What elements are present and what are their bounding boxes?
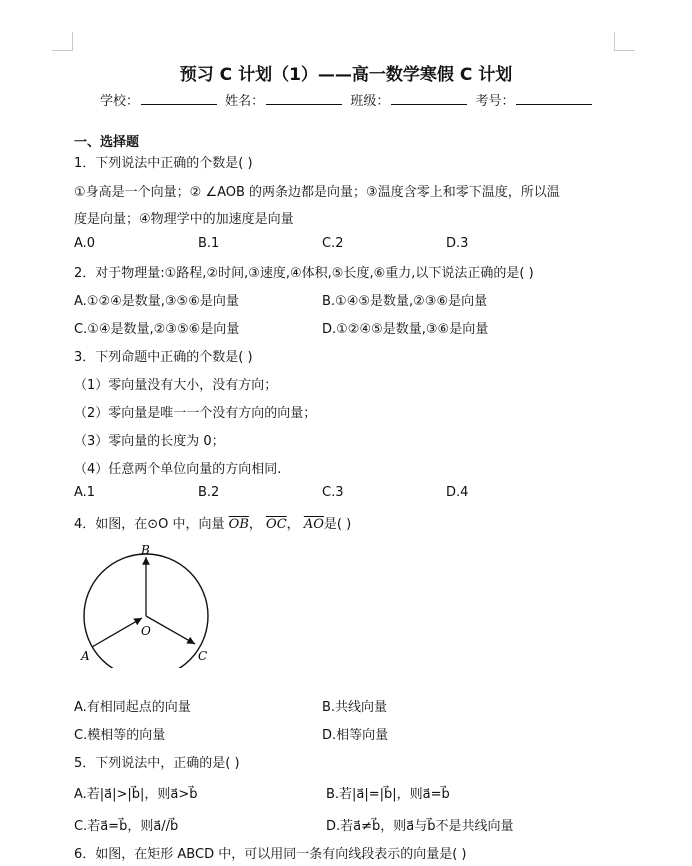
question-4-option-c[interactable]: C.模相等的向量 (74, 728, 166, 743)
question-3-option-d[interactable]: D.4 (446, 485, 469, 500)
question-5-option-b[interactable]: B.若|a⃗|=|b⃗|，则a⃗=b⃗ (326, 787, 450, 802)
point-label-o: O (141, 624, 151, 638)
question-1-option-c[interactable]: C.2 (322, 236, 344, 251)
vector-ob: $\overline{OB}$ (228, 517, 249, 532)
question-4-stem-prefix: 4．如图，在⊙O 中，向量 (74, 517, 225, 532)
question-6-stem: 6．如图，在矩形 ABCD 中，可以用同一条有向线段表示的向量是( ) (74, 847, 467, 862)
question-2-stem: 2．对于物理量:①路程,②时间,③速度,④体积,⑤长度,⑥重力,以下说法正确的是( ) (74, 266, 534, 281)
page-corner-mark (614, 32, 635, 51)
question-3-option-a[interactable]: A.1 (74, 485, 96, 500)
info-label-school: 学校： (100, 94, 140, 109)
page-corner-mark (52, 32, 73, 51)
separator: ， (248, 517, 262, 532)
question-3-option-b[interactable]: B.2 (198, 485, 220, 500)
arrow-oc (146, 616, 195, 644)
question-2-option-d[interactable]: D.①②④⑤是数量,③⑥是向量 (322, 322, 489, 337)
exam-number-blank[interactable] (516, 92, 592, 105)
question-1-option-a[interactable]: A.0 (74, 236, 96, 251)
question-4-stem-suffix: 是( ) (323, 517, 352, 532)
point-label-b: B (141, 543, 150, 557)
question-3-stem: 3．下列命题中正确的个数是( ) (74, 350, 253, 365)
question-2-option-a[interactable]: A.①②④是数量,③⑤⑥是向量 (74, 294, 239, 309)
question-4-option-d[interactable]: D.相等向量 (322, 728, 389, 743)
question-5-option-c[interactable]: C.若a⃗=b⃗，则a⃗//b⃗ (74, 819, 179, 834)
question-4-option-a[interactable]: A.有相同起点的向量 (74, 700, 191, 715)
point-label-c: C (198, 649, 208, 663)
question-4-option-b[interactable]: B.共线向量 (322, 700, 388, 715)
info-label-name: 姓名： (225, 94, 265, 109)
class-blank[interactable] (391, 92, 467, 105)
question-5-option-d[interactable]: D.若a⃗≠b⃗，则a⃗与b⃗不是共线向量 (326, 819, 514, 834)
info-label-exam-number: 考号： (475, 94, 515, 109)
name-blank[interactable] (266, 92, 342, 105)
question-2-option-c[interactable]: C.①④是数量,②③⑤⑥是向量 (74, 322, 240, 337)
question-1-option-b[interactable]: B.1 (198, 236, 220, 251)
section-heading: 一、选择题 (74, 135, 140, 150)
student-info-row (100, 90, 596, 109)
page-title: 预习 C 计划（1）——高一数学寒假 C 计划 (179, 65, 513, 85)
school-blank[interactable] (141, 92, 217, 105)
question-3-item: （1）零向量没有大小，没有方向； (74, 378, 278, 393)
point-label-a: A (81, 649, 90, 663)
vector-ao: $\overline{AO}$ (303, 517, 324, 532)
separator: ， (286, 517, 300, 532)
question-5-option-a[interactable]: A.若|a⃗|>|b⃗|，则a⃗>b⃗ (74, 787, 198, 802)
question-3-item: （4）任意两个单位向量的方向相同. (74, 462, 282, 477)
question-1-text-line: ①身高是一个向量；② ∠AOB 的两条边都是向量；③温度含零上和零下温度，所以温 (74, 185, 560, 200)
question-1-option-d[interactable]: D.3 (446, 236, 469, 251)
question-2-option-b[interactable]: B.①④⑤是数量,②③⑥是向量 (322, 294, 488, 309)
question-4-stem (74, 513, 351, 532)
circle-figure (78, 538, 228, 668)
question-1-stem: 1．下列说法中正确的个数是( ) (74, 156, 253, 171)
question-1-text-line: 度是向量；④物理学中的加速度是向量 (74, 212, 294, 227)
info-label-class: 班级： (350, 94, 390, 109)
question-3-item: （3）零向量的长度为 0； (74, 434, 225, 449)
vector-oc: $\overline{OC}$ (266, 517, 287, 532)
question-3-item: （2）零向量是唯一一个没有方向的向量； (74, 406, 317, 421)
question-3-option-c[interactable]: C.3 (322, 485, 344, 500)
question-5-stem: 5．下列说法中，正确的是( ) (74, 756, 240, 771)
arrow-ao (92, 618, 142, 647)
